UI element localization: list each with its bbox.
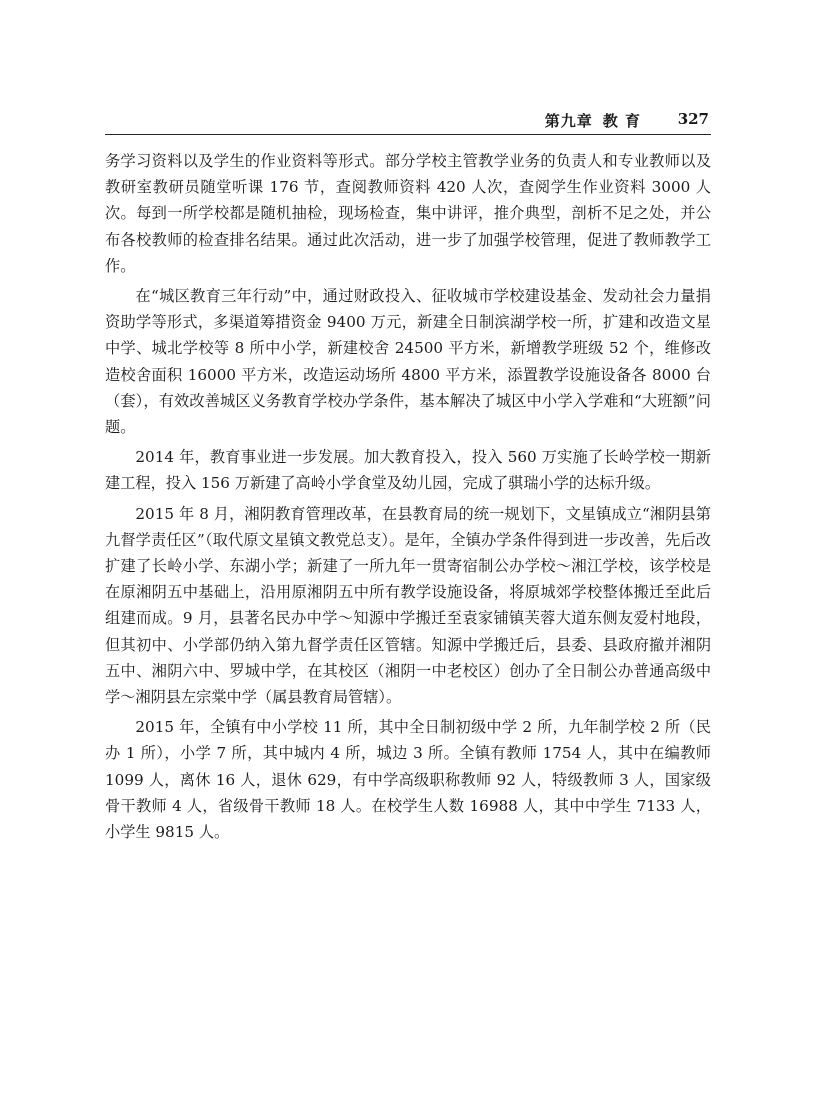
paragraph-2015-statistics: 2015 年，全镇有中小学校 11 所，其中全日制初级中学 2 所，九年制学校 2 所（民办 1 所），小学 7 所，其中城内 4 所，城边 3 所。全镇有教师 1754 人，其中在编教师 1099 人，离休 16 人，退休 629，有中学高级职称教师 92 人，特级教师 3 人，国家级骨干教师 4 人，省级骨干教师 18 人。在校学生人数 16988 人，其中中学生 7133 人，小学生 9815 人。 xyxy=(105,718,711,842)
running-header xyxy=(105,110,711,135)
paragraph-city-education: 在“城区教育三年行动”中，通过财政投入、征收城市学校建设基金、发动社会力量捐资助学等形式，多渠道筹措资金 9400 万元，新建全日制滨湖学校一所，扩建和改造文星中学、城北学校等 8 所中小学，新建校舍 24500 平方米，新增教学班级 52 个，维修改造校舍面积 16000 平方米，改造运动场所 4800 平方米，添置教学设施设备各 8000 台（套），有效改善城区义务教育学校办学条件，基本解决了城区中小学入学难和“大班额”问题。 xyxy=(105,287,711,437)
chapter-title xyxy=(545,110,641,131)
page-number: 327 xyxy=(677,110,709,128)
paragraph-2015-reform: 2015 年 8 月，湘阴教育管理改革，在县教育局的统一规划下，文星镇成立“湘阴县第九督学责任区”（取代原文星镇文教党总支）。是年，全镇办学条件得到进一步改善，先后改扩建了长岭小学、东湖小学；新建了一所九年一贯寄宿制公办学校～湘江学校，该学校是在原湘阴五中基础上，沿用原湘阴五中所有教学设施设备，将原城郊学校整体搬迁至此后组建而成。9 月，县著名民办中学～知源中学搬迁至袁家铺镇芙蓉大道东侧友爱村地段，但其初中、小学部仍纳入第九督学责任区管辖。知源中学搬迁后，县委、县政府撤并湘阴五中、湘阴六中、罗城中学，在其校区（湘阴一中老校区）创办了全日制公办普通高级中学～湘阴县左宗棠中学（属县教育局管辖）。 xyxy=(105,504,711,707)
chapter-section: 教 育 xyxy=(602,112,641,130)
paragraph-2014: 2014 年，教育事业进一步发展。加大教育投入，投入 560 万实施了长岭学校一期新建工程，投入 156 万新建了高岭小学食堂及幼儿园，完成了骐瑞小学的达标升级。 xyxy=(105,448,711,493)
chapter-number: 第九章 xyxy=(544,112,593,130)
body-text xyxy=(105,148,711,849)
paragraph-continued: 务学习资料以及学生的作业资料等形式。部分学校主管教学业务的负责人和专业教师以及教研室教研员随堂听课 176 节，查阅教师资料 420 人次，查阅学生作业资料 3000 人次。每到一所学校都是随机抽检，现场检查，集中讲评，推介典型，剖析不足之处，并公布各校教师的检查排名结果。通过此次活动，进一步了加强学校管理，促进了教师教学工作。 xyxy=(105,152,711,275)
